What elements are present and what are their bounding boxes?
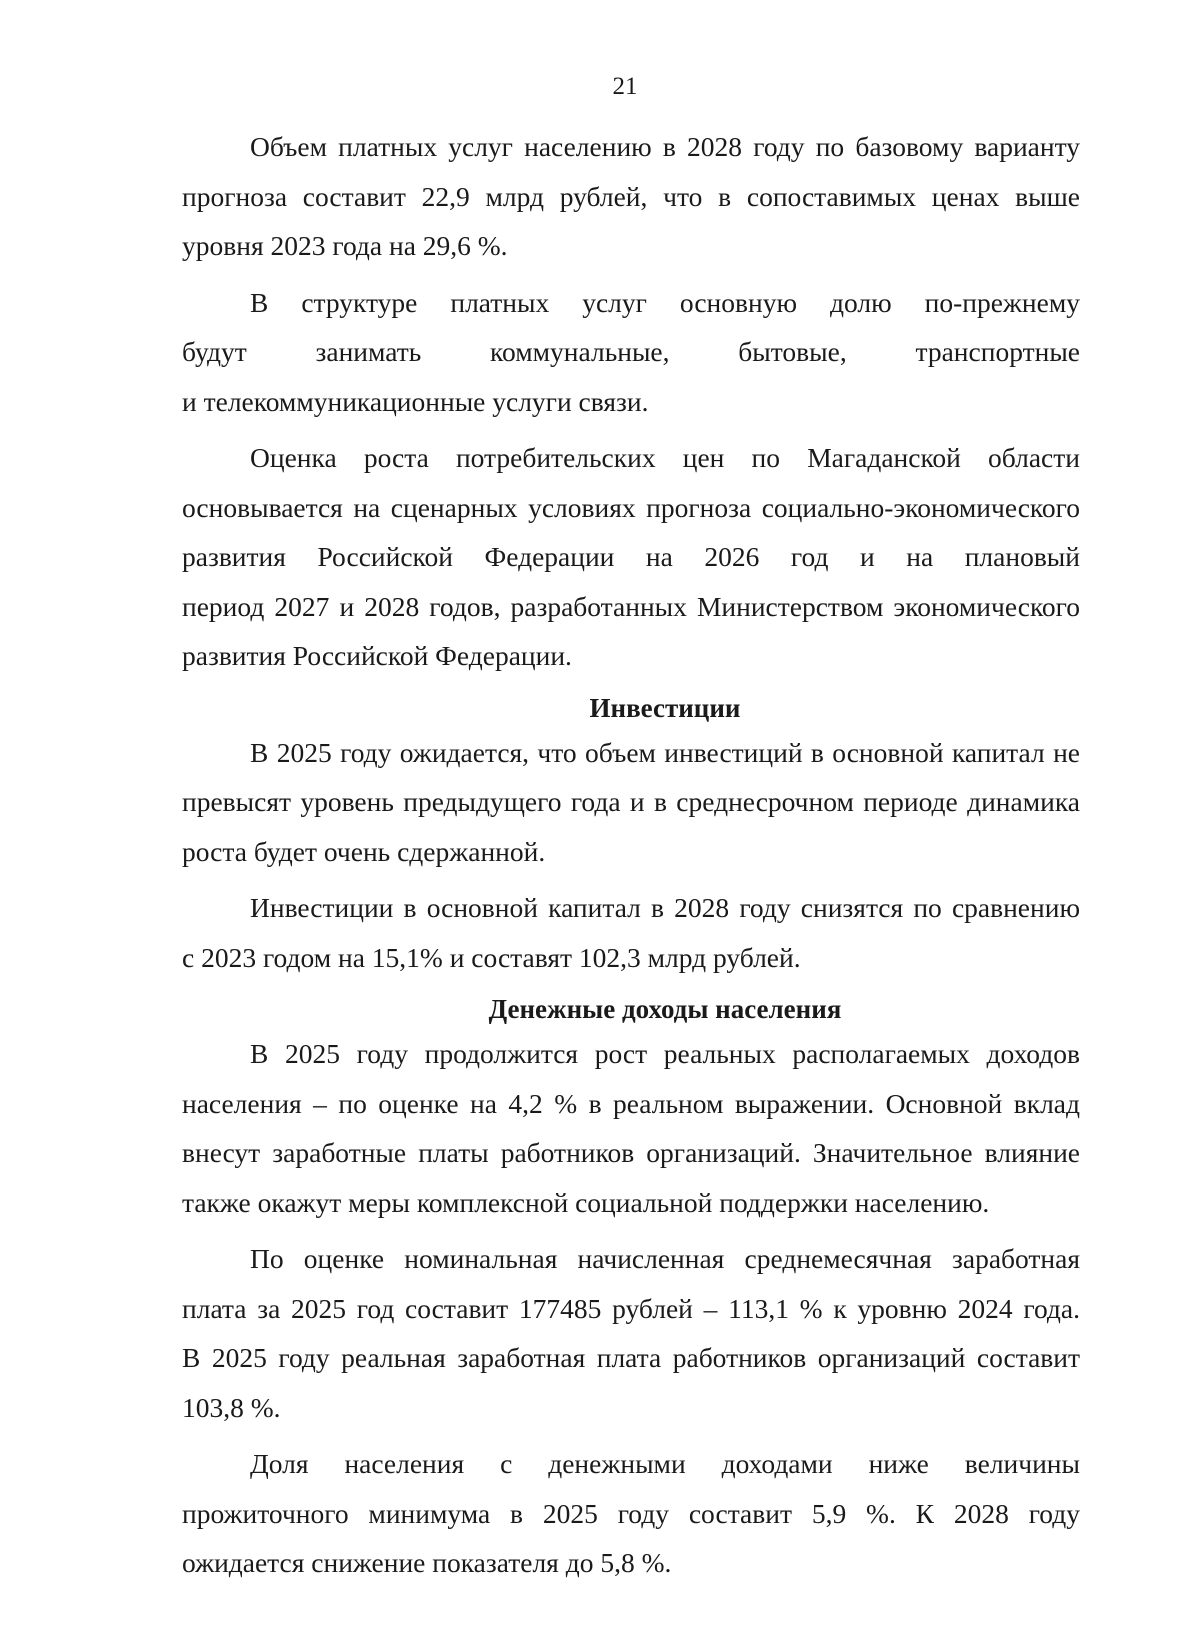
text-line: Доля населения с денежными доходами ниже величины: [250, 1448, 1080, 1479]
text-line: уровня 2023 года на 29,6 %.: [182, 230, 508, 261]
text-line: По оценке номинальная начисленная среднемесячная заработная: [250, 1243, 1080, 1274]
paragraph: [182, 1234, 1080, 1432]
text-line: основывается на сценарных условиях прогноза социально-экономического: [182, 491, 1080, 523]
text-line: Инвестиции в основной капитал в 2028 году снизятся по сравнению: [250, 892, 1080, 923]
text-line: Оценка роста потребительских цен по Магаданской области: [250, 442, 1080, 473]
text-line: ожидается снижение показателя до 5,8 %.: [182, 1547, 672, 1578]
text-line: развития Российской Федерации.: [182, 640, 572, 671]
text-line: 103,8 %.: [182, 1391, 281, 1423]
text-line: В структуре платных услуг основную долю по-прежнему: [250, 286, 1080, 318]
paragraph: [182, 1439, 1080, 1588]
text-line: населения – по оценке на 4,2 % в реальном выражении. Основной вклад: [182, 1087, 1080, 1119]
paragraph: [182, 433, 1080, 681]
paragraph: [182, 1029, 1080, 1227]
text-line: и телекоммуникационные услуги связи.: [182, 385, 649, 417]
text-line: будут занимать коммунальные, бытовые, транспортные: [182, 336, 1080, 367]
text-line: Объем платных услуг населению в 2028 году по базовому варианту: [250, 131, 1080, 162]
paragraph: [182, 278, 1080, 427]
document-body: [182, 122, 1080, 1595]
section-heading: Денежные доходы населения: [488, 994, 842, 1024]
paragraph: [182, 122, 1080, 271]
text-line: развития Российской Федерации на 2026 год и на плановый: [182, 541, 1080, 572]
text-line: также окажут меры комплексной социальной поддержки населению.: [182, 1186, 990, 1218]
text-line: прожиточного минимума в 2025 году составит 5,9 %. К 2028 году: [182, 1497, 1080, 1529]
text-line: В 2025 году ожидается, что объем инвестиций в основной капитал не: [250, 736, 1080, 768]
text-line: плата за 2025 год составит 177485 рублей – 113,1 % к уровню 2024 года.: [182, 1292, 1080, 1324]
section-heading: Инвестиции: [589, 692, 741, 723]
text-line: период 2027 и 2028 годов, разработанных Министерством экономического: [182, 590, 1080, 622]
text-line: с 2023 годом на 15,1% и составят 102,3 млрд рублей.: [182, 941, 801, 973]
page-number: 21: [612, 73, 638, 100]
paragraph: [182, 728, 1080, 877]
text-line: превысят уровень предыдущего года и в среднесрочном периоде динамика: [182, 786, 1080, 817]
text-line: внесут заработные платы работников организаций. Значительное влияние: [182, 1137, 1080, 1168]
text-line: прогноза составит 22,9 млрд рублей, что в сопоставимых ценах выше: [182, 180, 1080, 212]
text-line: В 2025 году продолжится рост реальных располагаемых доходов: [250, 1038, 1080, 1069]
paragraph: [182, 883, 1080, 982]
text-line: В 2025 году реальная заработная плата работников организаций составит: [182, 1342, 1080, 1373]
text-line: роста будет очень сдержанной.: [182, 835, 546, 867]
